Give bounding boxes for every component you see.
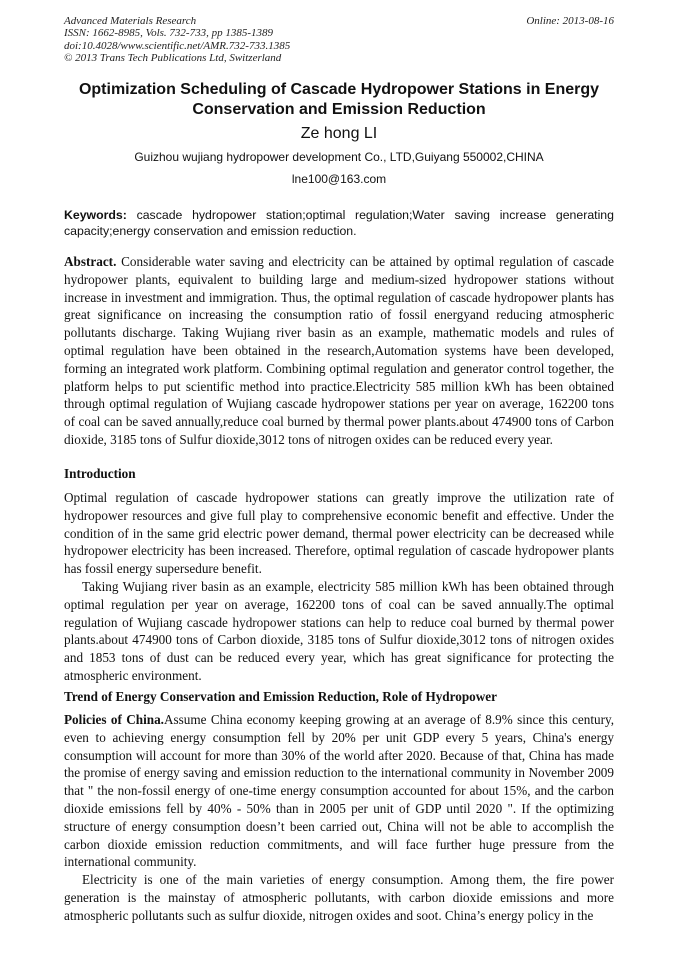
- paragraph: Electricity is one of the main varieties of energy consumption. Among them, the fire power generation is the mainstay of atmospheric pollutants, with carbon dioxide emissions and more atmospheric pollutants such as sulfur dioxide, nitrogen oxides and soot. China’s energy policy in the: [64, 872, 614, 923]
- introduction-section: [64, 466, 614, 482]
- doi: doi:10.4028/www.scientific.net/AMR.732-733.1385: [64, 39, 291, 52]
- journal-name: Advanced Materials Research: [64, 15, 197, 27]
- keywords-text: cascade hydropower station;optimal regulation;Water saving increase generating capacity;energy conservation and emission reduction.: [64, 208, 614, 238]
- online-date: Online: 2013-08-16: [526, 15, 614, 27]
- abstract-text: Considerable water saving and electricity can be attained by optimal regulation of cascade hydropower plants, equivalent to building large and medium-sized hydropower stations without increase in investment and immigration. Thus, the optimal regulation of cascade hydropower plants has great significance on increasing the consumption ratio of fossil energyand reducing atmospheric pollutants discharge. Taking Wujiang river basin as an example, mathematic models and rules of optimal regulation have been obtained in the research,Automation systems have been developed, forming an integrated work platform. Combining optimal regulation and generator control together, the platform helps to put scientific method into practice.Electricity 585 million kWh has been obtained through optimal regulation of Wujiang cascade hydropower stations per year on average, 162200 tons of coal can be saved annually,reduce coal burned by thermal power plants.about 474900 tons of Carbon dioxide, 3185 tons of Sulfur dioxide,3012 tons of nitrogen oxides can be reduced every year.: [64, 254, 614, 447]
- keywords: [64, 207, 614, 239]
- paper-title: Optimization Scheduling of Cascade Hydropower Stations in Energy Conservation and Emission Reduction: [78, 81, 600, 118]
- trend-heading: Trend of Energy Conservation and Emission Reduction, Role of Hydropower: [64, 689, 498, 704]
- paragraph: Taking Wujiang river basin as an example, electricity 585 million kWh has been obtained through optimal regulation per year on average, 162200 tons of coal can be saved annually.The optimal regulation of Wujiang cascade hydropower stations can help to reduce coal burned by thermal power plants.about 474900 tons of Carbon dioxide, 3185 tons of Sulfur dioxide,3012 tons of nitrogen oxides and 1853 tons of dust can be reduced every year, which has great significance for protecting the atmospheric environment.: [64, 578, 614, 683]
- paragraph: Optimal regulation of cascade hydropower stations can greatly improve the utilization rate of hydropower resources and give full play to comprehensive economic benefit and effective. Under the condition of in the same grid electric power demand, thermal power electricity can be decreased while hydropower electricity has been increased. Therefore, optimal regulation of cascade hydropower plants has fossil energy supersedure benefit.: [64, 490, 614, 577]
- issn: ISSN: 1662-8985, Vols. 732-733, pp 1385-1389: [64, 27, 273, 40]
- abstract: [64, 253, 614, 449]
- introduction-body: [64, 489, 614, 685]
- author: Ze hong LI: [300, 125, 378, 142]
- paragraph: Assume China economy keeping growing at an average of 8.9% since this century, even to achieving energy consumption fell by 20% per unit GDP every 5 years, China's energy consumption will account for more than 30% of the world after 2020. Because of that, China has made the promise of energy saving and emission reduction to the international community in November 2009 that " the non-fossil energy of one-time energy consumption accounted for about 15%, and the carbon dioxide emissions fell by 40% - 50% than in 2005 per unit of GDP until 2020 ". If the optimizing structure of energy consumption doesn’t been carried out, China will not be able to accomplish the carbon dioxide emission reduction commitments, and will face further huge pressure from the international community.: [64, 712, 615, 870]
- introduction-heading: Introduction: [64, 466, 136, 481]
- keywords-label: Keywords:: [64, 208, 127, 222]
- affiliation: Guizhou wujiang hydropower development Co., LTD,Guiyang 550002,CHINA: [134, 150, 544, 164]
- email: lne100@163.com: [291, 172, 387, 186]
- abstract-label: Abstract.: [64, 254, 117, 269]
- policies-label: Policies of China.: [64, 712, 164, 727]
- copyright: © 2013 Trans Tech Publications Ltd, Switzerland: [64, 51, 282, 64]
- trend-body: [64, 711, 614, 925]
- trend-section: [64, 689, 614, 705]
